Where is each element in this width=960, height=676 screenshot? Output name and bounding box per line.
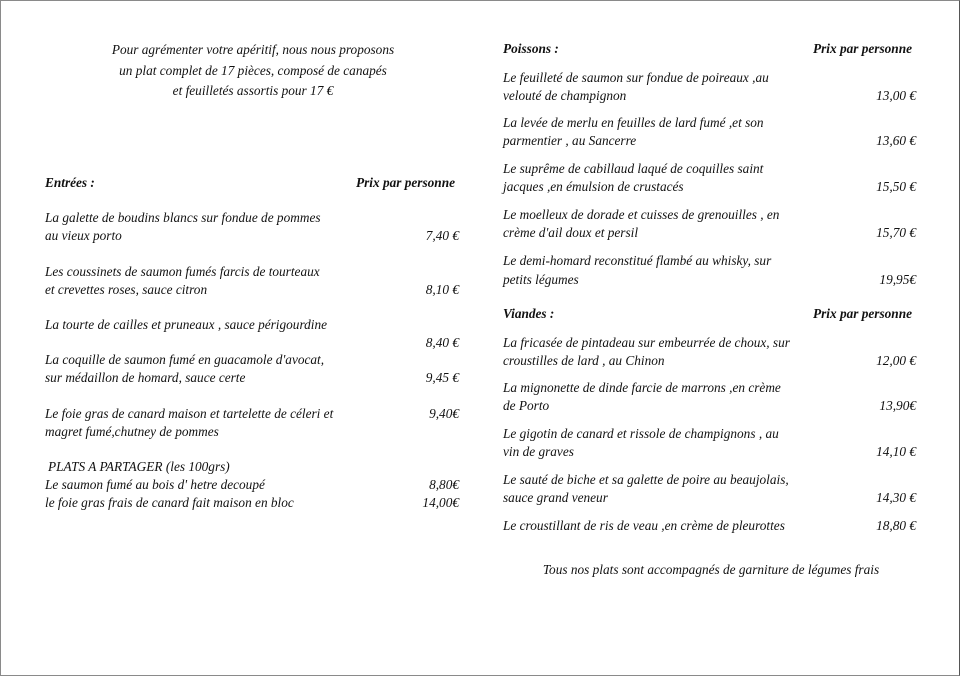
plats-a-partager-title: PLATS A PARTAGER (les 100grs) <box>48 459 230 474</box>
poissons-price-header: Prix par personne <box>813 41 912 56</box>
entree-item: La galette de boudins blancs sur fondue de pommes <box>45 210 321 225</box>
poisson-price: 13,60 € <box>876 133 916 148</box>
entree-item: et crevettes roses, sauce citron <box>45 282 208 297</box>
viande-price: 14,30 € <box>876 490 916 505</box>
poisson-price: 13,00 € <box>876 88 916 103</box>
entrees-title: Entrées : <box>45 175 95 190</box>
entree-item: La tourte de cailles et pruneaux , sauce périgourdine <box>45 317 328 332</box>
poisson-item: La levée de merlu en feuilles de lard fumé ,et son <box>503 115 764 130</box>
viandes-title: Viandes : <box>503 306 555 321</box>
entree-price: 7,40 € <box>425 228 459 243</box>
viande-item: vin de graves <box>503 444 574 459</box>
entree-item: Le foie gras de canard maison et tartelette de céleri et <box>45 406 334 421</box>
viande-price: 18,80 € <box>876 518 916 533</box>
entrees-price-header: Prix par personne <box>356 175 455 190</box>
entree-item: Les coussinets de saumon fumés farcis de tourteaux <box>45 264 320 279</box>
viande-item: Le croustillant de ris de veau ,en crème de pleurottes <box>503 518 785 533</box>
poisson-item: Le demi-homard reconstitué flambé au whisky, sur <box>503 253 772 268</box>
entree-item: magret fumé,chutney de pommes <box>45 424 219 439</box>
viande-item: sauce grand veneur <box>503 490 608 505</box>
viande-item: La mignonette de dinde farcie de marrons ,en crème <box>503 380 781 395</box>
poisson-price: 15,70 € <box>876 225 916 240</box>
plat-partager-price: 8,80€ <box>429 477 459 492</box>
poisson-price: 19,95€ <box>879 272 916 287</box>
plat-partager-price: 14,00€ <box>422 495 459 510</box>
poissons-title: Poissons : <box>503 41 559 56</box>
entree-price: 8,10 € <box>425 282 459 297</box>
poisson-item: Le feuilleté de saumon sur fondue de poireaux ,au <box>503 70 769 85</box>
entree-item: au vieux porto <box>45 228 122 243</box>
poisson-item: jacques ,en émulsion de crustacés <box>503 179 684 194</box>
viande-price: 13,90€ <box>879 398 916 413</box>
viande-item: Le gigotin de canard et rissole de champignons , au <box>503 426 779 441</box>
footer-note: Tous nos plats sont accompagnés de garniture de légumes frais <box>542 562 880 577</box>
entree-price: 8,40 € <box>425 335 459 350</box>
poisson-item: velouté de champignon <box>503 88 627 103</box>
poisson-item: Le suprême de cabillaud laqué de coquilles saint <box>503 161 764 176</box>
intro-line: et feuilletés assortis pour 17 € <box>172 83 334 98</box>
viandes-price-header: Prix par personne <box>813 306 912 321</box>
viande-item: La fricasée de pintadeau sur embeurrée de choux, sur <box>503 335 790 350</box>
poisson-item: petits légumes <box>503 272 579 287</box>
entree-price: 9,45 € <box>425 370 459 385</box>
intro-line: Pour agrémenter votre apéritif, nous nous proposons <box>111 42 395 57</box>
viande-item: Le sauté de biche et sa galette de poire au beaujolais, <box>503 472 789 487</box>
poisson-item: crème d'ail doux et persil <box>503 225 639 240</box>
poisson-item: Le moelleux de dorade et cuisses de grenouilles , en <box>503 207 780 222</box>
poisson-item: parmentier , au Sancerre <box>503 133 637 148</box>
intro-line: un plat complet de 17 pièces, composé de canapés <box>119 63 387 78</box>
poisson-price: 15,50 € <box>876 179 916 194</box>
entree-price: 9,40€ <box>429 406 459 421</box>
viande-price: 12,00 € <box>876 353 916 368</box>
viande-price: 14,10 € <box>876 444 916 459</box>
entree-item: sur médaillon de homard, sauce certe <box>45 370 246 385</box>
plat-partager-item: le foie gras frais de canard fait maison en bloc <box>45 495 294 510</box>
entree-item: La coquille de saumon fumé en guacamole d'avocat, <box>45 352 325 367</box>
plat-partager-item: Le saumon fumé au bois d' hetre decoupé <box>45 477 265 492</box>
viande-item: croustilles de lard , au Chinon <box>503 353 665 368</box>
viande-item: de Porto <box>503 398 550 413</box>
